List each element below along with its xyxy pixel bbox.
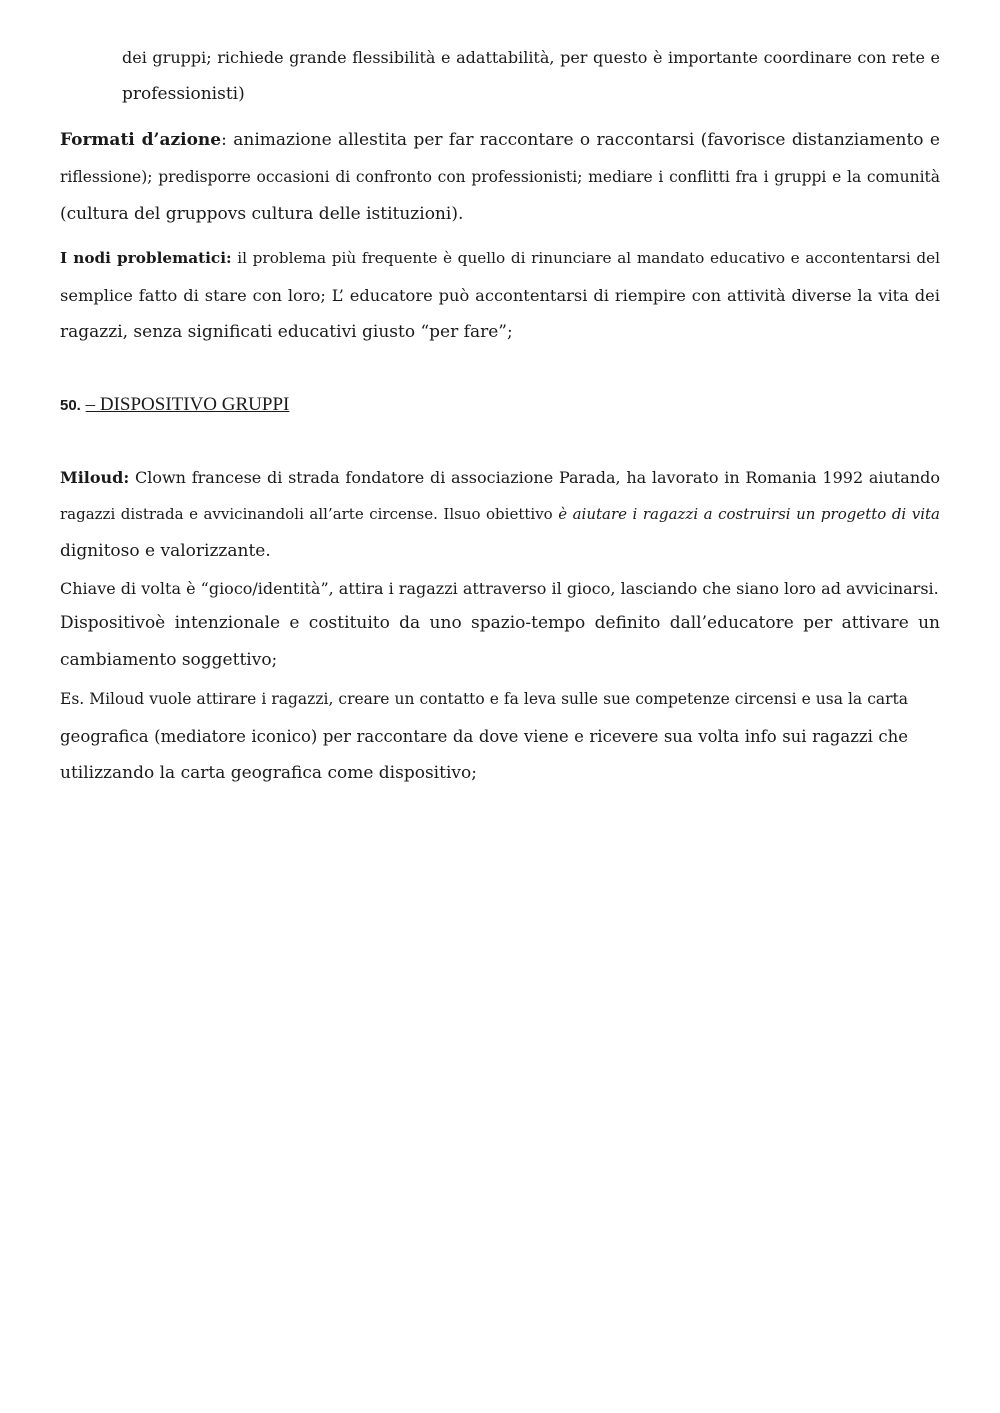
paragraph-nodi: [60, 240, 940, 351]
section-title: – DISPOSITIVO GRUPPI: [85, 394, 290, 415]
text-line: [60, 496, 940, 533]
nodi-text: il problema più frequente è quello di rinunciare al mandato educativo e accontentarsi del: [231, 249, 940, 267]
section-heading: [60, 390, 289, 421]
miloud-label: Miloud:: [60, 468, 130, 487]
text-line: Chiave di volta è “gioco/identità”, attira i ragazzi attraverso il gioco, lasciando che siano loro ad avvicinarsi.: [60, 579, 939, 598]
nodi-label: I nodi problematici:: [60, 249, 232, 267]
formati-label: Formati d’azione: [60, 130, 222, 150]
text-line: (cultura del gruppovs cultura delle istituzioni).: [60, 204, 464, 224]
paragraph-dispositivo: [60, 605, 940, 679]
text-line: semplice fatto di stare con loro; L’ educatore può accontentarsi di riempire con attività diverse la vita dei: [60, 286, 940, 305]
miloud-text-plain: ragazzi distrada e avvicinandoli all’arte circense. Ilsuo obiettivo: [60, 505, 559, 523]
text-line: [60, 240, 940, 277]
text-line: cambiamento soggettivo;: [60, 650, 278, 670]
text-line: utilizzando la carta geografica come dispositivo;: [60, 763, 477, 783]
miloud-text: Clown francese di strada fondatore di associazione Parada, ha lavorato in Romania 1992 aiutando: [129, 468, 940, 487]
paragraph-chiave: [60, 570, 940, 607]
paragraph-formati: [60, 122, 940, 233]
text-line: dei gruppi; richiede grande flessibilità e adattabilità, per questo è importante coordinare con rete e: [122, 48, 940, 67]
section-number: 50.: [60, 397, 81, 414]
formati-text: : animazione allestita per far raccontare o raccontarsi (favorisce distanziamento e: [221, 130, 940, 150]
text-line: [60, 459, 940, 496]
text-line: professionisti): [122, 84, 245, 104]
paragraph-miloud: [60, 459, 940, 570]
text-line: Dispositivoè intenzionale e costituito da uno spazio-tempo definito dall’educatore per attivare un: [60, 613, 940, 633]
text-line: [60, 122, 940, 159]
text-line: dignitoso e valorizzante.: [60, 541, 271, 561]
text-line: geografica (mediatore iconico) per raccontare da dove viene e ricevere sua volta info sui ragazzi che: [60, 727, 908, 746]
text-line: riflessione); predisporre occasioni di confronto con professionisti; mediare i conflitti fra i gruppi e la comunità: [60, 168, 940, 186]
text-line: Es. Miloud vuole attirare i ragazzi, creare un contatto e fa leva sulle sue competenze circensi e usa la carta: [60, 690, 908, 708]
text-line: ragazzi, senza significati educativi giusto “per fare”;: [60, 322, 513, 342]
miloud-text-italic: è aiutare i ragazzi a costruirsi un progetto di vita: [558, 505, 940, 523]
document-page: [60, 0, 940, 1413]
paragraph-continuation: [122, 39, 940, 113]
paragraph-esempio: [60, 681, 908, 792]
